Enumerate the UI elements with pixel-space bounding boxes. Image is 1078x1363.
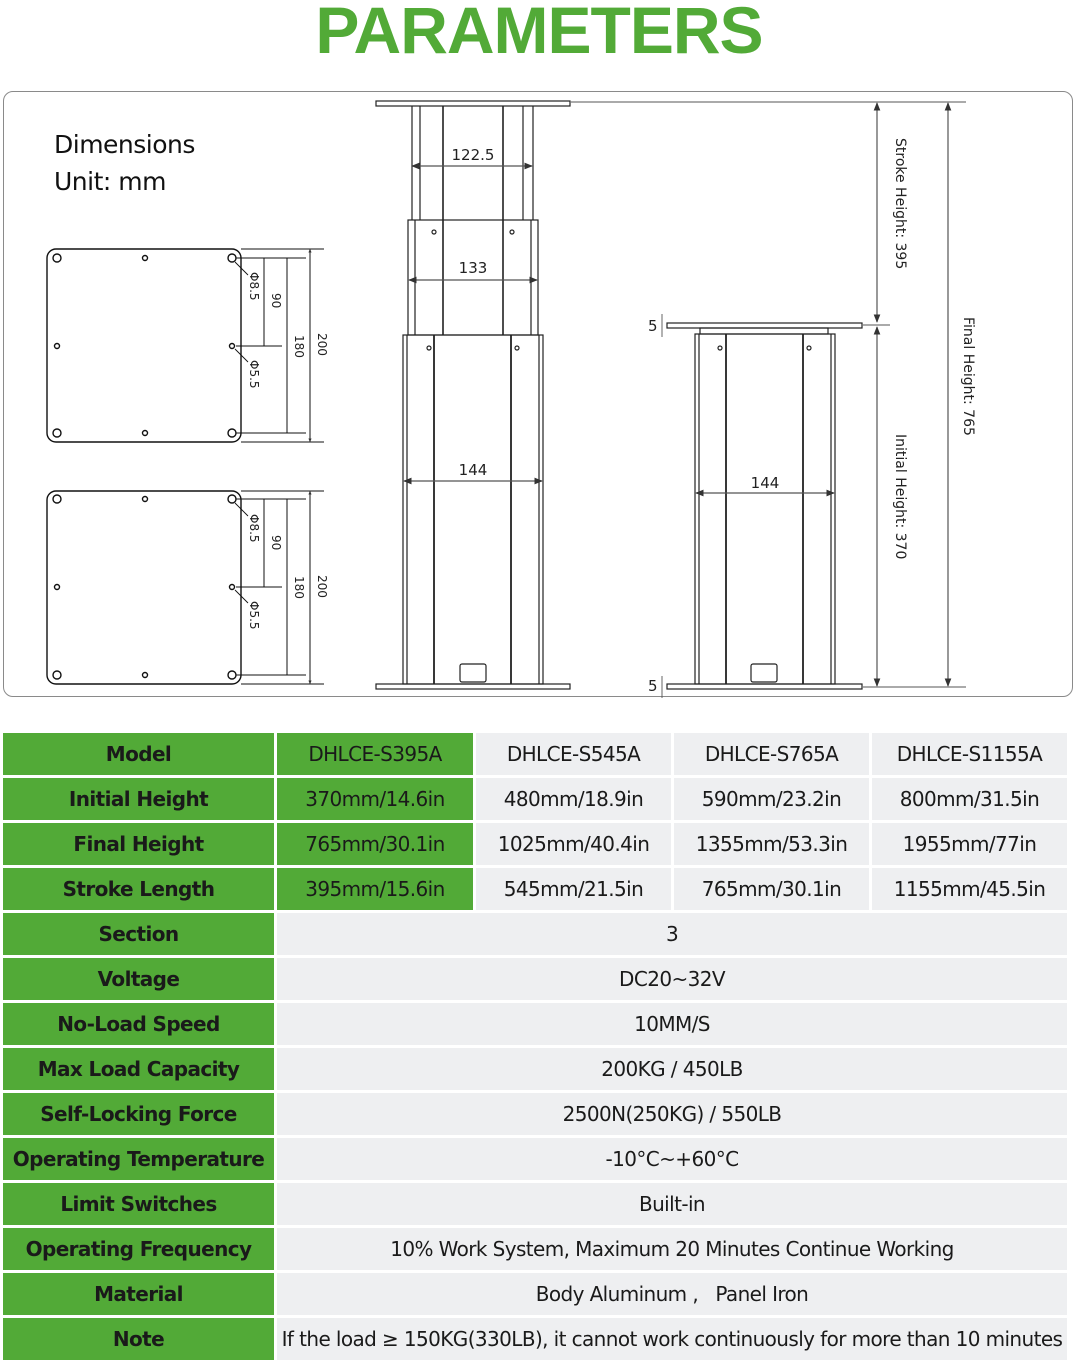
row-value: 10MM/S <box>277 1003 1067 1045</box>
dim-90-label: 90 <box>269 293 283 309</box>
cell-s1155a: 1955mm/77in <box>872 823 1067 865</box>
dim-200-label: 200 <box>315 575 329 598</box>
cell-s765a: 1355mm/53.3in <box>674 823 869 865</box>
table-row-section <box>3 913 1067 955</box>
row-value: 2500N(250KG) / 550LB <box>277 1093 1067 1135</box>
plate-thickness-bottom-label: 5 <box>648 677 658 695</box>
table-row-stroke-length <box>3 868 1067 910</box>
hole-large-label: Φ8.5 <box>247 514 261 543</box>
row-label: Section <box>3 913 274 955</box>
row-label: Initial Height <box>3 778 274 820</box>
row-value: If the load ≥ 150KG(330LB), it cannot work continuously for more than 10 minutes <box>277 1318 1067 1360</box>
row-value: Built-in <box>277 1183 1067 1225</box>
stroke-height-label: Stroke Height: 395 <box>892 138 908 270</box>
dim-90-label: 90 <box>269 535 283 551</box>
row-label: Final Height <box>3 823 274 865</box>
table-row-no-load-speed <box>3 1003 1067 1045</box>
mounting-plate-top <box>47 249 324 442</box>
cell-s395a: 370mm/14.6in <box>277 778 473 820</box>
row-label: Limit Switches <box>3 1183 274 1225</box>
cell-s395a: 765mm/30.1in <box>277 823 473 865</box>
hole-small-label: Φ5.5 <box>247 601 261 630</box>
cell-s765a: 590mm/23.2in <box>674 778 869 820</box>
table-row-operating-temperature <box>3 1138 1067 1180</box>
dim-180-label: 180 <box>292 335 306 358</box>
table-row-voltage <box>3 958 1067 1000</box>
dim-180-label: 180 <box>292 576 306 599</box>
row-value: DC20~32V <box>277 958 1067 1000</box>
final-height-label: Final Height: 765 <box>960 317 976 436</box>
row-value: 10% Work System, Maximum 20 Minutes Continue Working <box>277 1228 1067 1270</box>
dimensions-unit: Unit: mm <box>54 167 166 196</box>
cell-s1155a: 1155mm/45.5in <box>872 868 1067 910</box>
row-label: Voltage <box>3 958 274 1000</box>
table-row-model <box>3 733 1067 775</box>
row-label: Operating Frequency <box>3 1228 274 1270</box>
table-row-note <box>3 1318 1067 1360</box>
cell-s395a: DHLCE-S395A <box>277 733 473 775</box>
row-label: Max Load Capacity <box>3 1048 274 1090</box>
cell-s765a: DHLCE-S765A <box>674 733 869 775</box>
row-value: 3 <box>277 913 1067 955</box>
cell-s545a: DHLCE-S545A <box>476 733 671 775</box>
table-row-material <box>3 1273 1067 1315</box>
cell-s545a: 545mm/21.5in <box>476 868 671 910</box>
cell-s1155a: 800mm/31.5in <box>872 778 1067 820</box>
retracted-width-label: 144 <box>750 474 780 492</box>
row-label: Self-Locking Force <box>3 1093 274 1135</box>
plate-thickness-top-label: 5 <box>648 317 658 335</box>
row-label: Stroke Length <box>3 868 274 910</box>
table-row-final-height <box>3 823 1067 865</box>
hole-large-label: Φ8.5 <box>247 272 261 301</box>
initial-height-label: Initial Height: 370 <box>892 434 908 560</box>
row-value: 200KG / 450LB <box>277 1048 1067 1090</box>
row-label: Operating Temperature <box>3 1138 274 1180</box>
width-mid-label: 133 <box>458 259 488 277</box>
cell-s545a: 1025mm/40.4in <box>476 823 671 865</box>
table-row-max-load-capacity <box>3 1048 1067 1090</box>
table-row-operating-frequency <box>3 1228 1067 1270</box>
cell-s765a: 765mm/30.1in <box>674 868 869 910</box>
mounting-plate-bottom <box>47 491 324 684</box>
column-extended-view <box>376 101 570 689</box>
table-row-self-locking-force <box>3 1093 1067 1135</box>
row-value: Body Aluminum , Panel Iron <box>277 1273 1067 1315</box>
width-base-label: 144 <box>458 461 488 479</box>
width-top-label: 122.5 <box>451 146 495 164</box>
spec-table <box>0 730 1070 1363</box>
row-label: No-Load Speed <box>3 1003 274 1045</box>
cell-s395a: 395mm/15.6in <box>277 868 473 910</box>
dim-200-label: 200 <box>315 333 329 356</box>
cell-s1155a: DHLCE-S1155A <box>872 733 1067 775</box>
row-label: Model <box>3 733 274 775</box>
cell-s545a: 480mm/18.9in <box>476 778 671 820</box>
row-label: Material <box>3 1273 274 1315</box>
hole-small-label: Φ5.5 <box>247 360 261 389</box>
table-row-limit-switches <box>3 1183 1067 1225</box>
dimensions-title: Dimensions <box>54 130 195 159</box>
page-title: PARAMETERS <box>315 0 763 67</box>
row-value: -10°C~+60°C <box>277 1138 1067 1180</box>
table-row-initial-height <box>3 778 1067 820</box>
row-label: Note <box>3 1318 274 1360</box>
